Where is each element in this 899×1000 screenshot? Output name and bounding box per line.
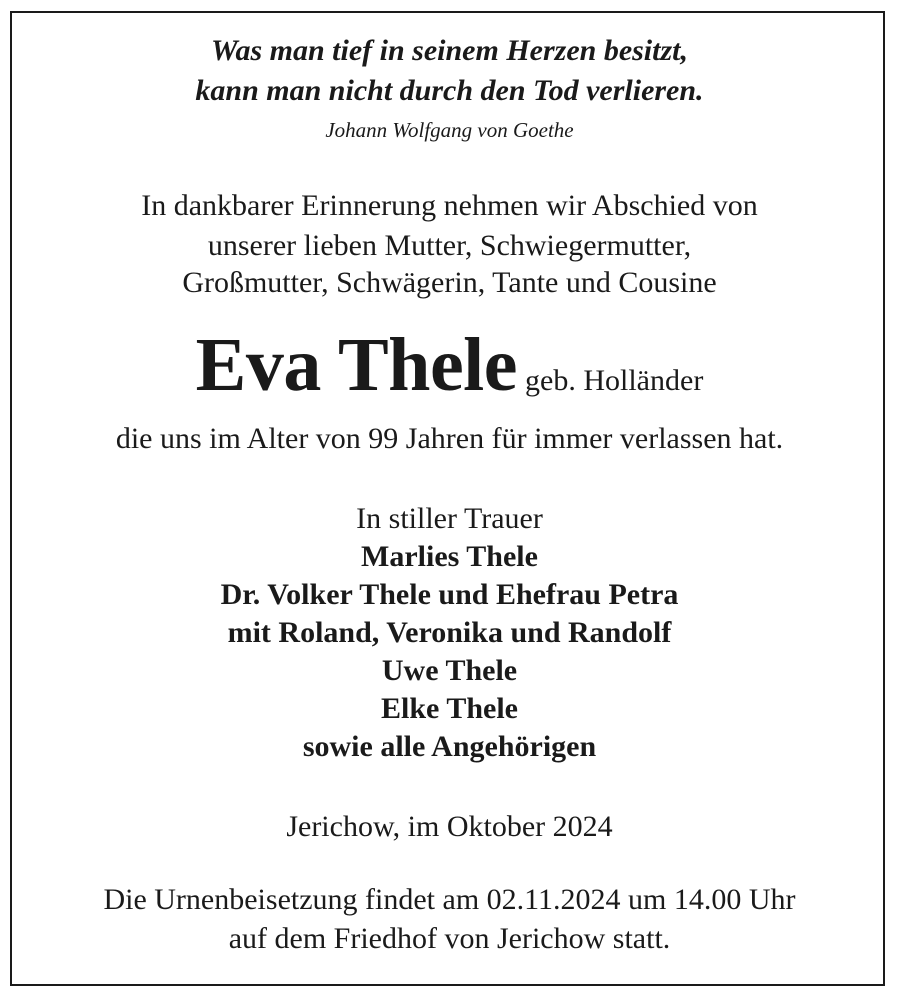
mourners-heading: In stiller Trauer bbox=[356, 502, 543, 535]
intro-line-2: unserer lieben Mutter, Schwiegermutter, bbox=[207, 229, 692, 262]
deceased-name: Eva Thele bbox=[195, 323, 518, 407]
maiden-name: geb. Holländer bbox=[525, 364, 704, 397]
mourner-name: sowie alle Angehörigen bbox=[302, 730, 597, 763]
place-date: Jerichow, im Oktober 2024 bbox=[286, 810, 613, 843]
funeral-line-2: auf dem Friedhof von Jerichow statt. bbox=[228, 922, 671, 955]
mourner-name: Uwe Thele bbox=[381, 654, 518, 687]
quote-line-2: kann man nicht durch den Tod verlieren. bbox=[195, 74, 704, 107]
mourner-name: Elke Thele bbox=[381, 692, 518, 725]
mourner-name: mit Roland, Veronika und Randolf bbox=[227, 616, 672, 649]
age-line: die uns im Alter von 99 Jahren für immer verlassen hat. bbox=[115, 422, 784, 455]
funeral-line-1: Die Urnenbeisetzung findet am 02.11.2024 um 14.00 Uhr bbox=[103, 883, 796, 916]
deceased-name-row bbox=[0, 322, 899, 409]
intro-line-3: Großmutter, Schwägerin, Tante und Cousine bbox=[182, 266, 717, 299]
quote-line-1: Was man tief in seinem Herzen besitzt, bbox=[211, 34, 688, 67]
mourner-name: Dr. Volker Thele und Ehefrau Petra bbox=[220, 578, 679, 611]
mourner-name: Marlies Thele bbox=[361, 540, 538, 573]
intro-line-1: In dankbarer Erinnerung nehmen wir Abschied von bbox=[141, 189, 758, 222]
quote-author: Johann Wolfgang von Goethe bbox=[325, 118, 574, 142]
